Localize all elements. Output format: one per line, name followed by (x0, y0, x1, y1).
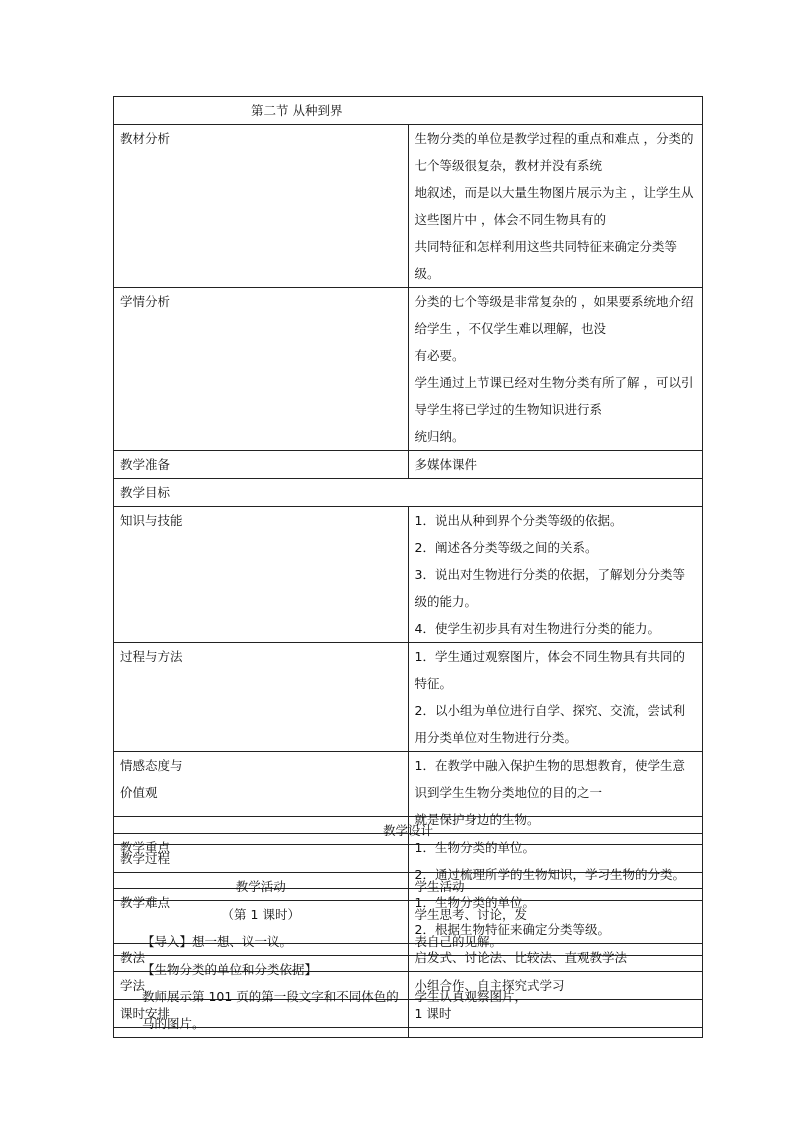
row-content: 1．学生通过观察图片，体会不同生物具有共同的特征。 2．以小组为单位进行自学、探究、交流，尝试利用分类单位对生物进行分类。 (408, 643, 703, 752)
row-content: 1．说出从种到界个分类等级的依据。 2．阐述各分类等级之间的关系。 3．说出对生物进行分类的依据，了解划分分类等级的能力。 4．使学生初步具有对生物进行分类的能力。 (408, 507, 703, 643)
row-label: 教法 (114, 944, 409, 972)
design-title: 教学设计 (114, 817, 703, 845)
table-row (114, 451, 703, 479)
table-row (114, 125, 703, 288)
table-row (114, 643, 703, 752)
row-label: 教材分析 (114, 125, 409, 288)
table-row (114, 901, 703, 956)
row-label: 教学难点 (114, 889, 409, 944)
section-title: 第二节 从种到界 (114, 97, 703, 125)
student-activity-cell: 学生思考、讨论，发 表自己的见解。 (408, 901, 703, 956)
teaching-design-table (113, 816, 703, 1038)
teacher-activity-header: 教学活动 (114, 873, 409, 901)
row-content: 1．在教学中融入保护生物的思想教育，使学生意识到学生生物分类地位的目的之一 就是保护身边的生物。 (408, 752, 703, 834)
row-label: 课时安排 (114, 1000, 409, 1028)
process-header: 教学过程 (114, 845, 703, 873)
objectives-header: 教学目标 (114, 479, 703, 507)
row-content: 1．生物分类的单位。 2．根据生物特征来确定分类等级。 (408, 889, 703, 944)
row-label: 情感态度与 价值观 (114, 752, 409, 834)
row-content: 1．生物分类的单位。 2．通过梳理所学的生物知识，学习生物的分类。 (408, 834, 703, 889)
teacher-activity-cell: 【生物分类的单位和分类依据】 教师展示第 101 页的第一段文字和不同体色的马的图片。 (114, 956, 409, 1038)
table-row (114, 288, 703, 451)
student-activity-header: 学生活动 (408, 873, 703, 901)
row-label: 过程与方法 (114, 643, 409, 752)
row-content: 1 课时 (408, 1000, 703, 1028)
table-row (114, 956, 703, 1038)
row-label: 学法 (114, 972, 409, 1000)
row-content: 生物分类的单位是教学过程的重点和难点 ，分类的七个等级很复杂，教材并没有系统 地叙述，而是以大量生物图片展示为主 ，让学生从这些图片中 ，体会不同生物具有的 共同特征和怎样利用这些共同特征来确定分类等级。 (408, 125, 703, 288)
student-activity-cell: 学生认真观察图片， (408, 956, 703, 1038)
row-content: 小组合作、自主探究式学习 (408, 972, 703, 1000)
row-label: 知识与技能 (114, 507, 409, 643)
teacher-activity-cell: （第 1 课时） 【导入】想一想、议一议。 (114, 901, 409, 956)
row-label: 学情分析 (114, 288, 409, 451)
row-label: 教学重点 (114, 834, 409, 889)
row-content: 启发式、讨论法、比较法、直观教学法 (408, 944, 703, 972)
table-row (114, 507, 703, 643)
row-label: 教学准备 (114, 451, 409, 479)
row-content: 多媒体课件 (408, 451, 703, 479)
row-content: 分类的七个等级是非常复杂的 ，如果要系统地介绍给学生 ，不仅学生难以理解，也没 有必要。 学生通过上节课已经对生物分类有所了解 ，可以引导学生将已学过的生物知识进行系 统归纳。 (408, 288, 703, 451)
